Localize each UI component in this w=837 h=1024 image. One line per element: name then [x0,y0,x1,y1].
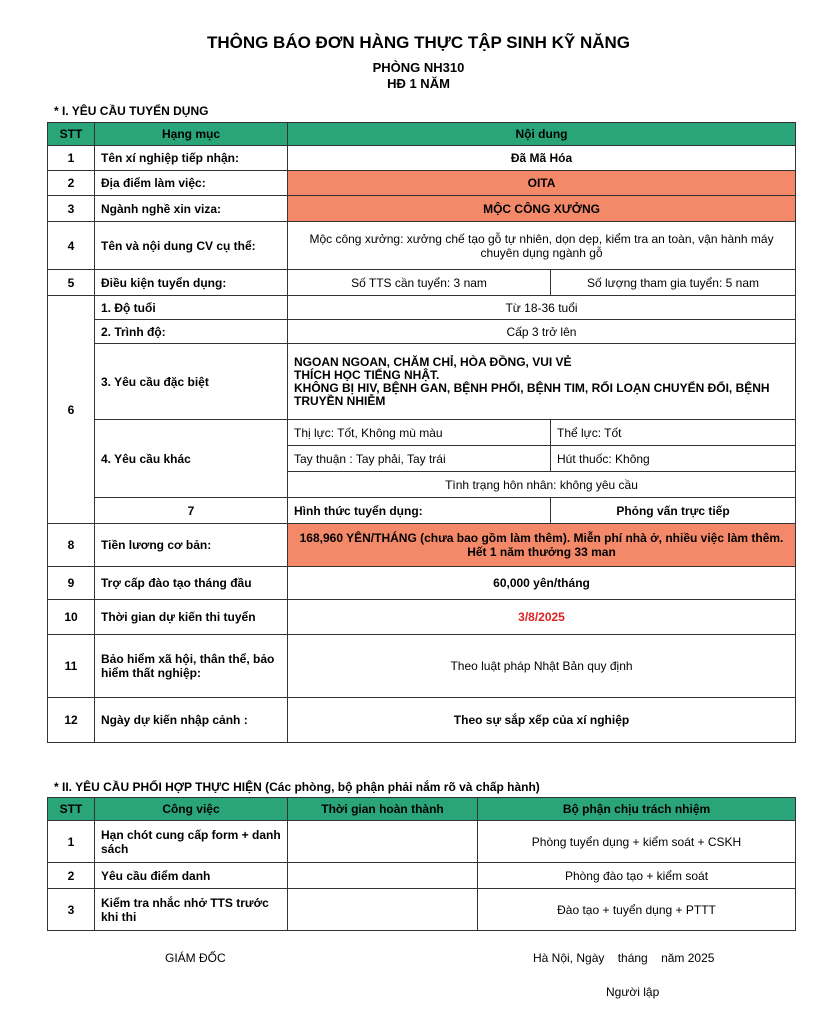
table-row [48,420,796,446]
row-item: Ngành nghề xin viza: [95,196,288,222]
row-number: 2 [48,863,95,889]
table-row [48,296,796,320]
header-content: Nội dung [288,123,796,146]
training-allowance-value: 60,000 yên/tháng [288,567,796,600]
deadline-value [288,889,478,931]
header-task: Công việc [95,798,288,821]
table-row [48,524,796,567]
marital-status-value: Tình trạng hôn nhân: không yêu cầu [288,472,796,498]
row-number: 3 [48,196,95,222]
row-number: 3 [48,889,95,931]
deadline-value [288,863,478,889]
contract-term: HĐ 1 NĂM [387,76,450,91]
education-label: 2. Trình độ: [95,320,288,344]
coordination-table [47,797,796,931]
table-row [48,344,796,420]
special-line: THÍCH HỌC TIẾNG NHẬT. [294,367,440,382]
row-item: Tên và nội dung CV cụ thể: [95,222,288,270]
header-item: Hạng mục [95,123,288,146]
document-title: THÔNG BÁO ĐƠN HÀNG THỰC TẬP SINH KỸ NĂNG [206,33,631,52]
row-number: 1 [48,146,95,171]
company-name-value: Đã Mã Hóa [288,146,796,171]
trainees-participating-value: Số lượng tham gia tuyển: 5 nam [551,270,796,296]
row-number: 7 [95,498,288,524]
room-code: PHÒNG NH310 [372,60,465,75]
table-row [48,498,796,524]
other-requirements-label: 4. Yêu cầu khác [95,420,288,498]
special-requirements-label: 3. Yêu cầu đặc biệt [95,344,288,420]
insurance-value: Theo luật pháp Nhật Bản quy định [288,635,796,698]
entry-date-value: Theo sự sắp xếp của xí nghiệp [288,698,796,743]
special-line: KHÔNG BỊ HIV, BỆNH GAN, BỆNH PHỔI, BỆNH TIM, RỐI LOẠN CHUYỂN ĐỔI, BỆNH TRUYỀN NHIỄM [294,380,770,408]
table-row [48,567,796,600]
table-row [48,863,796,889]
row-item: Địa điểm làm việc: [95,171,288,196]
task-value: Hạn chót cung cấp form + danh sách [95,821,288,863]
table-row [48,146,796,171]
row-number: 5 [48,270,95,296]
row-item: Ngày dự kiến nhập cảnh : [95,698,288,743]
row-number: 12 [48,698,95,743]
department-value: Đào tạo + tuyển dụng + PTTT [478,889,796,931]
department-value: Phòng đào tạo + kiểm soát [478,863,796,889]
table-row [48,889,796,931]
table-row [48,222,796,270]
table-row [48,821,796,863]
preparer-label: Người lập [606,985,660,999]
row-item: Tên xí nghiệp tiếp nhận: [95,146,288,171]
table-row [48,635,796,698]
age-label: 1. Độ tuổi [95,296,288,320]
special-requirements-value [288,344,796,420]
row-item: Tiền lương cơ bản: [95,524,288,567]
row-number: 9 [48,567,95,600]
table-row [48,270,796,296]
table-row [48,196,796,222]
row-item: Thời gian dự kiến thi tuyển [95,600,288,635]
row-item: Trợ cấp đào tạo tháng đầu [95,567,288,600]
deadline-value [288,821,478,863]
table-row [48,698,796,743]
vision-value: Thị lực: Tốt, Không mù màu [288,420,551,446]
task-value: Yêu cầu điểm danh [95,863,288,889]
row-item: Điều kiện tuyển dụng: [95,270,288,296]
handedness-value: Tay thuận : Tay phải, Tay trái [288,446,551,472]
job-description-value: Mộc công xưởng: xưởng chế tạo gỗ tự nhiên, dọn dẹp, kiểm tra an toàn, vận hành máy chuyên dụng ngành gỗ [288,222,796,270]
table-header-row [48,798,796,821]
recruitment-requirements-table [47,122,796,743]
base-salary-value: 168,960 YÊN/THÁNG (chưa bao gồm làm thêm). Miễn phí nhà ở, nhiều việc làm thêm. Hết 1 năm thưởng 33 man [288,524,796,567]
director-label: GIÁM ĐỐC [165,951,226,965]
smoking-value: Hút thuốc: Không [551,446,796,472]
physical-value: Thể lực: Tốt [551,420,796,446]
task-value: Kiểm tra nhắc nhở TTS trước khi thi [95,889,288,931]
section-2-title: * II. YÊU CẦU PHỐI HỢP THỰC HIỆN (Các phòng, bộ phận phải nắm rõ và chấp hành) [54,780,540,794]
table-header-row [48,123,796,146]
table-row [48,600,796,635]
age-value: Từ 18-36 tuổi [288,296,796,320]
row-number: 4 [48,222,95,270]
work-location-value: OITA [288,171,796,196]
trainees-needed-value: Số TTS cần tuyển: 3 nam [288,270,551,296]
header-department: Bộ phận chịu trách nhiệm [478,798,796,821]
row-number: 10 [48,600,95,635]
visa-occupation-value: MỘC CÔNG XƯỞNG [288,196,796,222]
place-date-line: Hà Nội, Ngày tháng năm 2025 [533,951,715,965]
header-deadline: Thời gian hoàn thành [288,798,478,821]
table-row [48,171,796,196]
row-number: 2 [48,171,95,196]
header-stt: STT [48,123,95,146]
department-value: Phòng tuyển dụng + kiểm soát + CSKH [478,821,796,863]
row-number: 1 [48,821,95,863]
header-stt: STT [48,798,95,821]
row-number: 6 [48,296,95,524]
education-value: Cấp 3 trở lên [288,320,796,344]
row-number: 11 [48,635,95,698]
row-number: 8 [48,524,95,567]
exam-date-value: 3/8/2025 [288,600,796,635]
row-item: Hình thức tuyển dụng: [288,498,551,524]
section-1-title: * I. YÊU CẦU TUYỂN DỤNG [54,104,209,118]
row-item: Bảo hiểm xã hội, thân thể, bảo hiểm thất nghiệp: [95,635,288,698]
recruitment-form-value: Phỏng vấn trực tiếp [551,498,796,524]
special-line: NGOAN NGOAN, CHĂM CHỈ, HÒA ĐỒNG, VUI VẺ [294,354,572,369]
table-row [48,320,796,344]
